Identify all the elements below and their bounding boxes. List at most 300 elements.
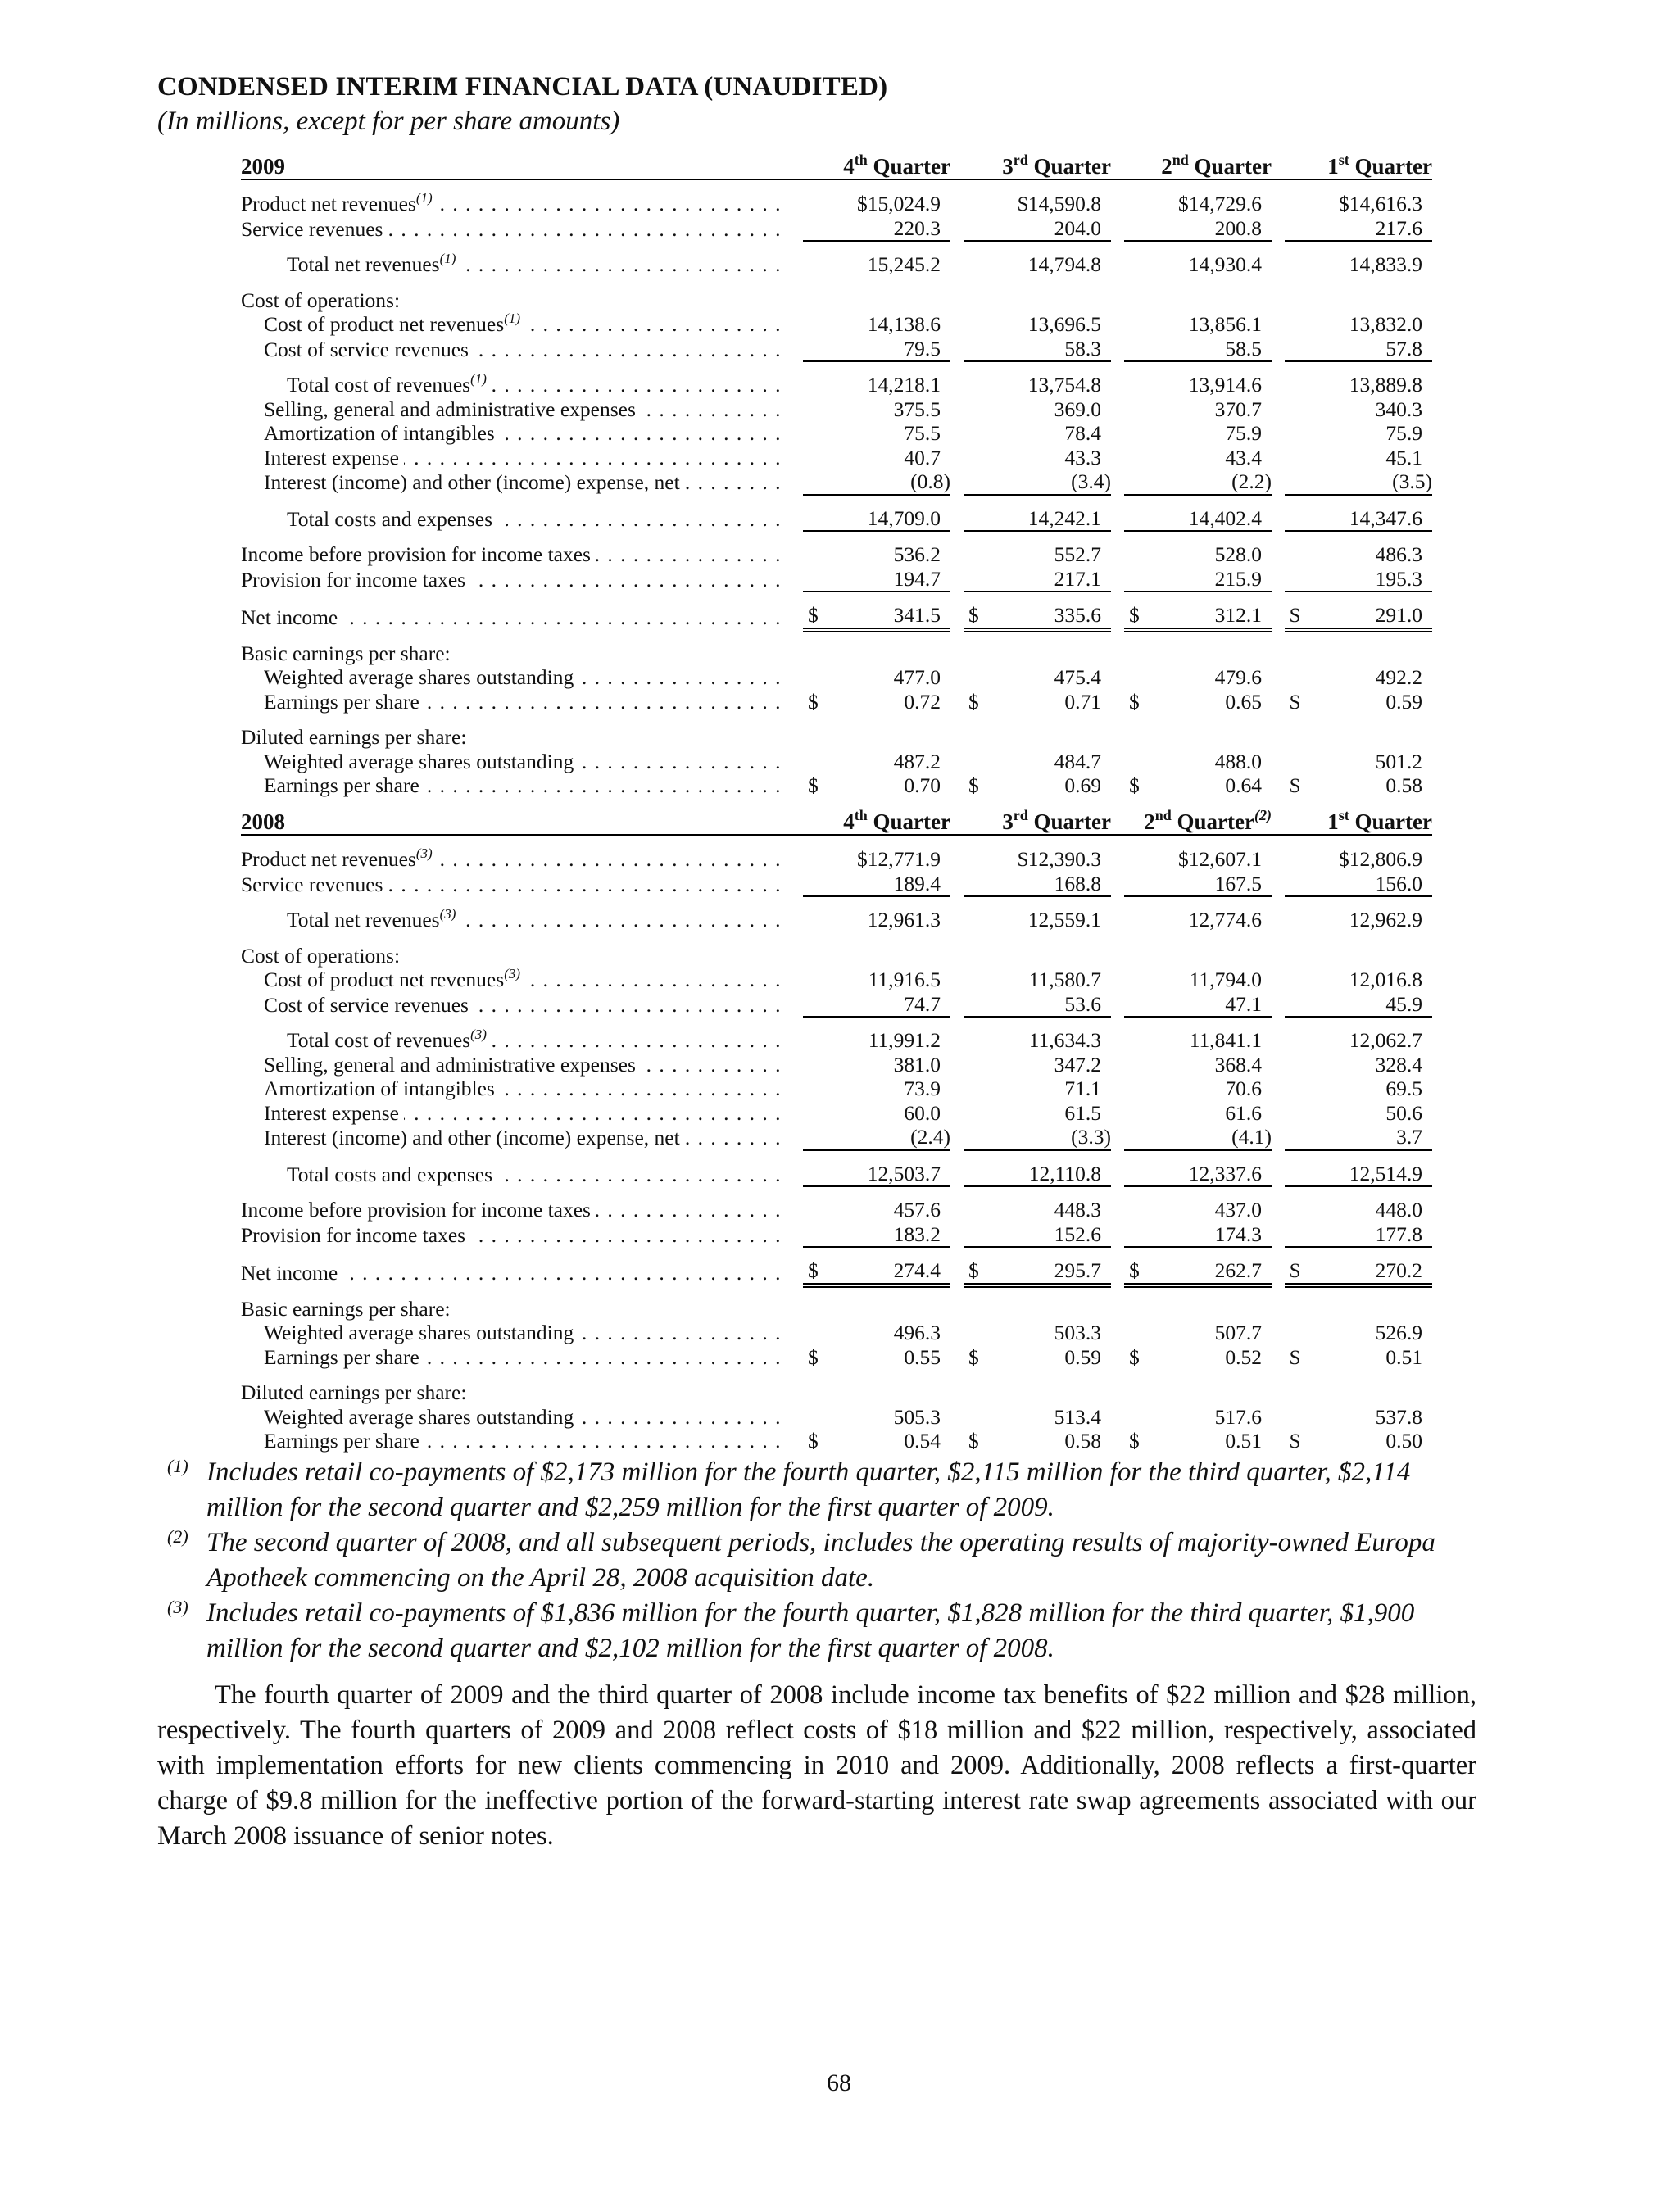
row-value — [803, 397, 950, 422]
row-value — [1124, 1405, 1272, 1430]
row-label — [241, 373, 790, 397]
column-gap — [1272, 603, 1285, 630]
spacer-cell — [241, 1150, 790, 1162]
spacer-cell — [241, 896, 790, 908]
value-text: 11,794.0 — [1189, 968, 1262, 991]
column-gap — [950, 567, 964, 592]
row-label — [241, 1125, 790, 1150]
value-text: 274.4 — [893, 1258, 941, 1282]
column-gap — [790, 1077, 803, 1101]
value-text: 340.3 — [1375, 397, 1422, 421]
row-value — [1124, 421, 1272, 446]
value-text: 487.2 — [893, 749, 941, 773]
value-text: 177.8 — [1375, 1222, 1422, 1246]
currency-symbol: $ — [968, 1429, 979, 1453]
spacer-cell — [241, 630, 790, 641]
value-text: (2.4) — [910, 1125, 950, 1149]
value-text: 217.1 — [1054, 566, 1101, 591]
value-text: 448.0 — [1375, 1198, 1422, 1222]
row-value — [1285, 908, 1432, 932]
row-value — [803, 1405, 950, 1430]
row-label-text: Cost of operations: — [241, 288, 405, 312]
column-gap — [1111, 773, 1124, 798]
value-text: 74.7 — [904, 991, 941, 1016]
value-text: 328.4 — [1375, 1052, 1422, 1077]
row-value — [964, 992, 1111, 1018]
quarter-word: Quarter — [1349, 153, 1432, 179]
row-label — [241, 665, 790, 690]
value-text: 0.51 — [1385, 1344, 1422, 1369]
table-row — [241, 1380, 1432, 1405]
row-value — [1124, 1258, 1272, 1285]
table-row — [241, 1028, 1432, 1053]
footnote-marker: (1) — [167, 1456, 188, 1476]
row-label — [241, 397, 790, 422]
row-value — [964, 192, 1111, 216]
currency-symbol: $ — [808, 1429, 819, 1453]
value-text: 183.2 — [893, 1222, 941, 1246]
spacer-cell — [241, 1186, 790, 1198]
column-gap — [790, 216, 803, 242]
row-value — [803, 665, 950, 690]
currency-symbol: $ — [968, 689, 979, 714]
row-label — [241, 750, 790, 774]
table-row — [241, 665, 1432, 690]
footnote-ref: (3) — [439, 908, 456, 922]
row-label — [241, 469, 790, 495]
column-gap — [950, 968, 964, 992]
value-text: $14,590.8 — [1018, 192, 1101, 215]
column-gap — [1111, 992, 1124, 1018]
row-value — [964, 312, 1111, 337]
table-row — [241, 506, 1432, 532]
quarter-word: Quarter — [1188, 153, 1272, 179]
table-header-row — [241, 801, 1432, 835]
table-row — [241, 641, 1432, 666]
quarter-ordinal: 1 — [1327, 809, 1339, 834]
row-label — [241, 872, 790, 897]
row-value — [1285, 446, 1432, 470]
page-subtitle: (In millions, except for per share amounts) — [157, 107, 620, 136]
table-row — [241, 373, 1432, 397]
column-gap — [1111, 312, 1124, 337]
spacer-row — [241, 1369, 1432, 1380]
currency-symbol: $ — [1290, 1429, 1300, 1453]
table-header-row — [241, 146, 1432, 179]
column-gap — [790, 872, 803, 897]
column-gap — [1111, 908, 1124, 932]
row-label — [241, 944, 790, 968]
row-label — [241, 1222, 790, 1248]
table-row — [241, 542, 1432, 567]
value-text: 496.3 — [893, 1321, 941, 1344]
value-text: (0.8) — [910, 469, 950, 493]
value-text: 12,514.9 — [1349, 1161, 1422, 1185]
value-text: 475.4 — [1054, 665, 1101, 689]
footnote-ref: (1) — [504, 312, 521, 326]
row-value — [1285, 1077, 1432, 1101]
currency-symbol: $ — [1129, 773, 1140, 797]
value-text: 14,930.4 — [1188, 252, 1262, 276]
spacer-cell — [241, 179, 790, 192]
column-gap — [1111, 665, 1124, 690]
table-row — [241, 337, 1432, 362]
row-value — [1285, 192, 1432, 216]
row-value — [1124, 397, 1272, 422]
value-text: 79.5 — [904, 336, 941, 360]
year-label: 2009 — [241, 146, 790, 179]
value-text: 501.2 — [1375, 749, 1422, 773]
value-text: 0.64 — [1225, 773, 1262, 797]
table-row — [241, 1405, 1432, 1430]
footnote-2 — [157, 1525, 1485, 1596]
column-gap — [1272, 992, 1285, 1018]
currency-symbol: $ — [808, 603, 819, 627]
footnote-ref: (2) — [1254, 806, 1272, 823]
row-value — [1285, 992, 1432, 1018]
column-gap — [1111, 337, 1124, 362]
table-row — [241, 750, 1432, 774]
row-value — [964, 1405, 1111, 1430]
value-text: 14,402.4 — [1188, 505, 1262, 530]
row-value — [1124, 446, 1272, 470]
column-gap — [790, 146, 803, 179]
column-gap — [1272, 312, 1285, 337]
value-text: 347.2 — [1054, 1052, 1101, 1077]
column-gap — [1272, 542, 1285, 567]
row-value — [803, 312, 950, 337]
row-label — [241, 252, 790, 277]
row-value — [964, 446, 1111, 470]
value-text: $14,616.3 — [1339, 192, 1422, 215]
column-gap — [1272, 773, 1285, 798]
value-text: 270.2 — [1375, 1258, 1422, 1282]
row-label-text: Earnings per share — [241, 773, 424, 797]
column-gap — [1111, 801, 1124, 835]
column-gap — [1111, 373, 1124, 397]
column-gap — [790, 1198, 803, 1222]
row-label-text: Cost of product net revenues$^{(3)}$ — [241, 968, 525, 991]
column-gap — [790, 1028, 803, 1053]
column-gap — [950, 1321, 964, 1345]
column-gap — [1111, 603, 1124, 630]
row-label-text: Amortization of intangibles — [241, 1077, 500, 1100]
row-value — [803, 1101, 950, 1126]
quarter-ordinal: 3 — [1002, 153, 1014, 179]
value-text: 0.58 — [1064, 1429, 1101, 1453]
column-gap — [790, 1405, 803, 1430]
currency-symbol: $ — [808, 689, 819, 714]
table-row — [241, 968, 1432, 992]
row-value — [803, 992, 950, 1018]
column-gap — [950, 690, 964, 714]
row-value — [1124, 908, 1272, 932]
value-text: 526.9 — [1375, 1321, 1422, 1344]
row-value — [1124, 872, 1272, 897]
value-text: 505.3 — [893, 1404, 941, 1429]
column-gap — [790, 421, 803, 446]
column-gap — [1272, 446, 1285, 470]
row-value — [964, 968, 1111, 992]
value-text: 14,218.1 — [867, 373, 941, 397]
column-gap — [790, 908, 803, 932]
value-text: 14,833.9 — [1349, 252, 1422, 276]
table-row — [241, 397, 1432, 422]
value-text: 14,138.6 — [867, 312, 941, 336]
column-gap — [950, 337, 964, 362]
row-label-text: Earnings per share — [241, 690, 424, 714]
row-value — [1285, 1321, 1432, 1345]
column-gap — [790, 690, 803, 714]
table-row — [241, 944, 1432, 968]
row-label-text: Total costs and expenses — [241, 1163, 497, 1186]
column-gap — [950, 192, 964, 216]
row-value — [1124, 1321, 1272, 1345]
quarter-word: Quarter — [867, 809, 950, 834]
column-gap — [950, 469, 964, 495]
table-row — [241, 1053, 1432, 1077]
column-gap — [790, 750, 803, 774]
footnote-3 — [157, 1596, 1485, 1666]
column-gap — [790, 469, 803, 495]
row-value — [1285, 750, 1432, 774]
currency-symbol: $ — [808, 1258, 819, 1282]
row-value — [803, 1321, 950, 1345]
row-label-text: Interest (income) and other (income) expense, net — [241, 470, 685, 494]
value-text: 0.72 — [904, 689, 941, 714]
row-label-text: Provision for income taxes — [241, 1223, 470, 1247]
column-gap — [790, 968, 803, 992]
row-label — [241, 1429, 790, 1453]
row-value — [803, 1162, 950, 1187]
row-label — [241, 1380, 790, 1405]
row-label-text: Total cost of revenues$^{(3)}$ — [241, 1028, 492, 1052]
column-gap — [790, 1101, 803, 1126]
footnote-marker: (2) — [167, 1526, 188, 1547]
column-gap — [1272, 1198, 1285, 1222]
value-text: 61.5 — [1064, 1100, 1101, 1125]
value-text: 0.58 — [1385, 773, 1422, 797]
value-text: 291.0 — [1375, 603, 1422, 627]
row-value — [803, 908, 950, 932]
value-text: 11,991.2 — [868, 1028, 941, 1052]
row-label-text: Interest expense — [241, 446, 404, 469]
table-row — [241, 1321, 1432, 1345]
row-label-text: Diluted earnings per share: — [241, 725, 471, 749]
row-label — [241, 567, 790, 592]
quarter-header — [1285, 146, 1432, 179]
spacer-cell — [241, 1247, 790, 1258]
quarter-ordinal: 1 — [1327, 153, 1339, 179]
row-value — [1124, 252, 1272, 277]
table-row — [241, 1162, 1432, 1187]
quarter-header — [964, 146, 1111, 179]
value-text: 12,016.8 — [1349, 968, 1422, 991]
quarter-ordinal: 4 — [843, 153, 855, 179]
row-label-text: Earnings per share — [241, 1345, 424, 1369]
spacer-row — [241, 714, 1432, 725]
column-gap — [1272, 1321, 1285, 1345]
spacer-cell — [241, 592, 790, 603]
value-text: 12,774.6 — [1188, 908, 1262, 931]
value-text: 47.1 — [1225, 991, 1262, 1016]
value-text: 43.4 — [1225, 445, 1262, 469]
table-row — [241, 567, 1432, 592]
row-value — [1285, 1405, 1432, 1430]
column-gap — [790, 847, 803, 872]
column-gap — [1111, 847, 1124, 872]
spacer-row — [241, 896, 1432, 908]
row-value — [803, 506, 950, 532]
quarter-header — [1124, 146, 1272, 179]
row-value — [803, 1345, 950, 1370]
row-value — [1124, 773, 1272, 798]
column-gap — [950, 146, 964, 179]
spacer-cell — [241, 241, 790, 252]
row-value — [964, 908, 1111, 932]
column-gap — [1111, 750, 1124, 774]
value-text: 57.8 — [1385, 336, 1422, 360]
column-gap — [1111, 421, 1124, 446]
quarter-word: Quarter — [1027, 153, 1111, 179]
quarter-word: Quarter — [1171, 809, 1254, 834]
row-label-text: Total cost of revenues$^{(1)}$ — [241, 373, 492, 397]
table-row — [241, 1429, 1432, 1453]
value-text: 295.7 — [1054, 1258, 1101, 1282]
row-value — [964, 1258, 1111, 1285]
value-text: 503.3 — [1054, 1321, 1101, 1344]
table-row — [241, 1297, 1432, 1321]
row-value — [803, 373, 950, 397]
value-text: 53.6 — [1064, 991, 1101, 1016]
spacer-row — [241, 241, 1432, 252]
column-gap — [950, 542, 964, 567]
value-text: 0.59 — [1385, 689, 1422, 714]
spacer-row — [241, 1186, 1432, 1198]
row-value — [1124, 506, 1272, 532]
column-gap — [950, 216, 964, 242]
row-value — [803, 1258, 950, 1285]
row-value — [803, 690, 950, 714]
table-row — [241, 773, 1432, 798]
value-text: 12,337.6 — [1188, 1161, 1262, 1185]
row-value — [1124, 469, 1272, 495]
row-label — [241, 773, 790, 798]
value-text: 73.9 — [904, 1077, 941, 1100]
row-label-text: Total net revenues$^{(3)}$ — [241, 908, 460, 931]
currency-symbol: $ — [1290, 689, 1300, 714]
spacer-cell — [241, 1017, 790, 1028]
value-text: 552.7 — [1054, 542, 1101, 566]
value-text: 12,962.9 — [1349, 908, 1422, 931]
value-text: 60.0 — [904, 1100, 941, 1125]
row-value — [1124, 1429, 1272, 1453]
column-gap — [1272, 506, 1285, 532]
row-value — [1124, 567, 1272, 592]
table-row — [241, 469, 1432, 495]
column-gap — [1272, 567, 1285, 592]
value-text: $14,729.6 — [1178, 192, 1262, 215]
row-value — [1285, 1053, 1432, 1077]
column-gap — [1272, 1125, 1285, 1150]
row-label-text: Basic earnings per share: — [241, 641, 456, 665]
row-value — [1124, 373, 1272, 397]
row-value — [1285, 397, 1432, 422]
value-text: (3.3) — [1071, 1125, 1111, 1149]
value-text: 195.3 — [1375, 566, 1422, 591]
column-gap — [1111, 1345, 1124, 1370]
currency-symbol: $ — [968, 1344, 979, 1369]
column-gap — [790, 252, 803, 277]
column-gap — [950, 1101, 964, 1126]
row-value — [964, 872, 1111, 897]
value-text: 488.0 — [1214, 749, 1262, 773]
row-value — [1285, 1345, 1432, 1370]
table-row — [241, 725, 1432, 750]
row-value — [1285, 373, 1432, 397]
row-value — [964, 567, 1111, 592]
footnote-ref: (3) — [504, 968, 521, 981]
value-text: 312.1 — [1214, 603, 1262, 627]
table-row — [241, 872, 1432, 897]
spacer-cell — [241, 835, 790, 847]
row-value — [1124, 1222, 1272, 1248]
value-text: 381.0 — [893, 1052, 941, 1077]
quarter-ordinal-suffix: th — [854, 806, 868, 823]
row-label-text: Cost of service revenues — [241, 993, 474, 1017]
row-label — [241, 1198, 790, 1222]
column-gap — [950, 1429, 964, 1453]
row-value — [803, 542, 950, 567]
value-text: (4.1) — [1231, 1125, 1272, 1149]
spacer-cell — [241, 714, 790, 725]
row-label — [241, 1101, 790, 1126]
row-value — [803, 567, 950, 592]
row-value — [964, 750, 1111, 774]
row-label — [241, 1321, 790, 1345]
value-text: (3.5) — [1392, 469, 1432, 493]
column-gap — [1111, 567, 1124, 592]
column-gap — [1111, 397, 1124, 422]
footnote-text: The second quarter of 2008, and all subsequent periods, includes the operating results of majority-owned Europa Apotheek commencing on the April 28, 2008 acquisition date. — [206, 1528, 1435, 1593]
row-label-text: Product net revenues$^{(3)}$ — [241, 847, 438, 871]
spacer-row — [241, 361, 1432, 373]
value-text: 370.7 — [1214, 397, 1262, 421]
column-gap — [790, 1258, 803, 1285]
value-text: 14,347.6 — [1349, 505, 1422, 530]
column-gap — [950, 1125, 964, 1150]
quarter-header — [1285, 801, 1432, 835]
column-gap — [1272, 1258, 1285, 1285]
column-gap — [1111, 968, 1124, 992]
row-label-text: Amortization of intangibles — [241, 421, 500, 445]
row-label — [241, 908, 790, 932]
column-gap — [1111, 690, 1124, 714]
value-text: 484.7 — [1054, 749, 1101, 773]
page-number: 68 — [827, 2069, 851, 2096]
column-gap — [950, 1053, 964, 1077]
column-gap — [790, 1345, 803, 1370]
row-label — [241, 1297, 790, 1321]
currency-symbol: $ — [968, 1258, 979, 1282]
row-value — [1285, 1101, 1432, 1126]
column-gap — [1272, 908, 1285, 932]
row-label — [241, 1162, 790, 1187]
value-text: 13,914.6 — [1188, 373, 1262, 397]
column-gap — [950, 872, 964, 897]
row-value — [803, 603, 950, 630]
column-gap — [950, 750, 964, 774]
